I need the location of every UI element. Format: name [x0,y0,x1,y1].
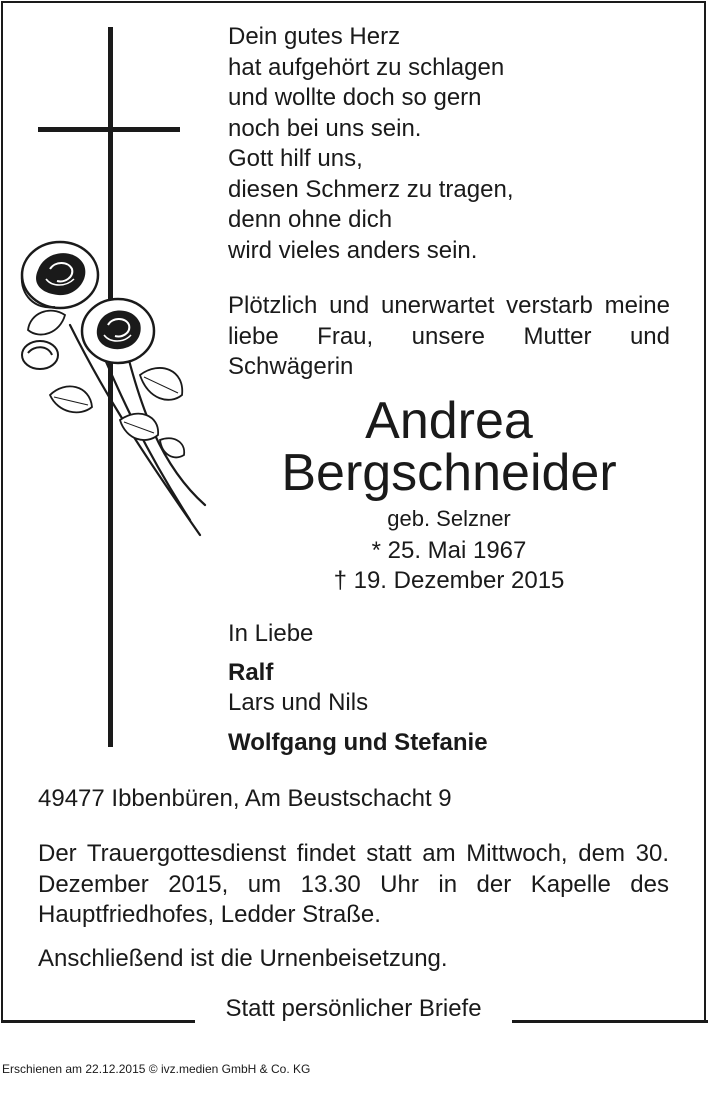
poem-line: noch bei uns sein. [228,114,422,142]
deceased-last-name: Bergschneider [281,444,617,502]
poem-line: Dein gutes Herz [228,23,401,50]
poem-line: hat aufgehört zu schlagen [228,53,505,81]
frame-bottom-right-rule [512,1020,708,1023]
publication-credit: Erschienen am 22.12.2015 © ivz.medien GmbH & Co. KG [2,1062,311,1076]
cross-horizontal-bar [38,127,180,132]
footer-note: Statt persönlicher Briefe [225,995,482,1022]
poem-line: wird vieles anders sein. [228,236,478,264]
funeral-service-info: Der Trauergottesdienst findet statt am Mittwoch, dem 30. Dezember 2015, um 13.30 Uhr in der Kapelle des Hauptfriedhofes, Ledder Straße. [38,840,669,928]
poem-line: diesen Schmerz zu tragen, [228,175,514,203]
poem [228,22,513,266]
address: 49477 Ibbenbüren, Am Beustschacht 9 [38,785,452,812]
mourners-intro: In Liebe [228,620,314,647]
poem-line: und wollte doch so gern [228,84,482,111]
mourner-name: Ralf [228,659,274,686]
death-date: † 19. Dezember 2015 [333,567,565,594]
rose-bottom [82,299,154,363]
birth-date: * 25. Mai 1967 [371,537,527,564]
deceased-maiden-name: geb. Selzner [387,506,511,531]
poem-line: Gott hilf uns, [228,145,363,172]
roses-illustration [10,235,215,550]
rose-buds [22,341,58,369]
frame-bottom-left-rule [1,1020,195,1023]
deceased-first-name: Andrea [365,392,533,450]
poem-line: denn ohne dich [228,206,393,233]
death-announcement-intro: Plötzlich und unerwartet verstarb meine liebe Frau, unsere Mutter und Schwägerin [228,292,670,380]
mourner-name: Lars und Nils [228,689,369,716]
mourner-name: Wolfgang und Stefanie [228,729,488,756]
rose-top [22,242,98,308]
urn-burial-info: Anschließend ist die Urnenbeisetzung. [38,945,448,972]
